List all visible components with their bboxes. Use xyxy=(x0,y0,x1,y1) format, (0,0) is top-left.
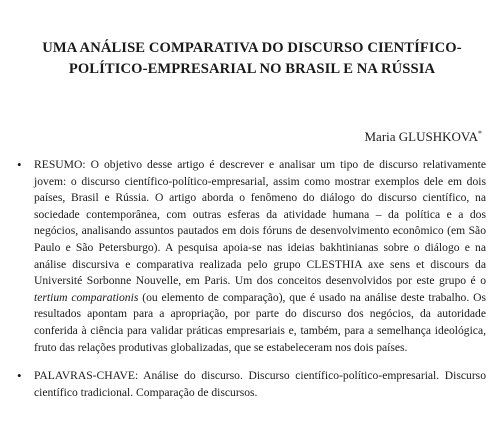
abstract-text-part1: RESUMO: O objetivo desse artigo é descrever e analisar um tipo de discurso relativamente jovem: o discurso científico-político-empresarial, assim como mostrar exemplos dele em dois países, Brasil e Rússia. O artigo aborda o fenômeno do diálogo do discurso científico, na sociedade contemporânea, com outras esferas da atividade humana – da política e a dos negócios, analisando assuntos pautados em dois fóruns de desenvolvimento econômico (em São Paulo e São Petersburgo). A pesquisa apoia-se nas ideias bakhtinianas sobre o diálogo e na análise discursiva e comparativa realizada pelo grupo CLESTHIA axe sens et discours da Université Sorbonne Nouvelle, em Paris. Um dos conceitos desenvolvidos por este grupo é o xyxy=(34,158,486,288)
abstract-text xyxy=(34,157,486,356)
bullet-icon: • xyxy=(17,368,22,384)
author-footnote-mark: * xyxy=(478,129,482,138)
author-name-text: Maria GLUSHKOVA xyxy=(364,129,478,144)
title-line-1: UMA ANÁLISE COMPARATIVA DO DISCURSO CIENTÍFICO- xyxy=(42,40,462,56)
author-name xyxy=(364,126,482,145)
keywords-paragraph xyxy=(14,368,486,401)
abstract-paragraph xyxy=(14,157,486,356)
abstract-text-part2: (ou elemento de comparação), que é usado na análise deste trabalho. Os resultados apontam para a apropriação, por parte do discurso dos negócios, da autoridade conferida à ciência para validar práticas empresariais e, também, para a semelhança ideológica, fruto das relações produtivas globalizadas, que se estabeleceram nos dois países. xyxy=(34,290,486,354)
keywords-text: PALAVRAS-CHAVE: Análise do discurso. Discurso científico-político-empresarial. Discurso científico tradicional. Comparação de discursos. xyxy=(34,369,486,399)
article-title xyxy=(20,38,484,80)
title-line-2: POLÍTICO-EMPRESARIAL NO BRASIL E NA RÚSSIA xyxy=(68,61,436,77)
abstract-italic-term: tertium comparationis xyxy=(34,290,139,304)
abstract-section xyxy=(14,157,486,401)
bullet-icon: • xyxy=(17,157,22,172)
